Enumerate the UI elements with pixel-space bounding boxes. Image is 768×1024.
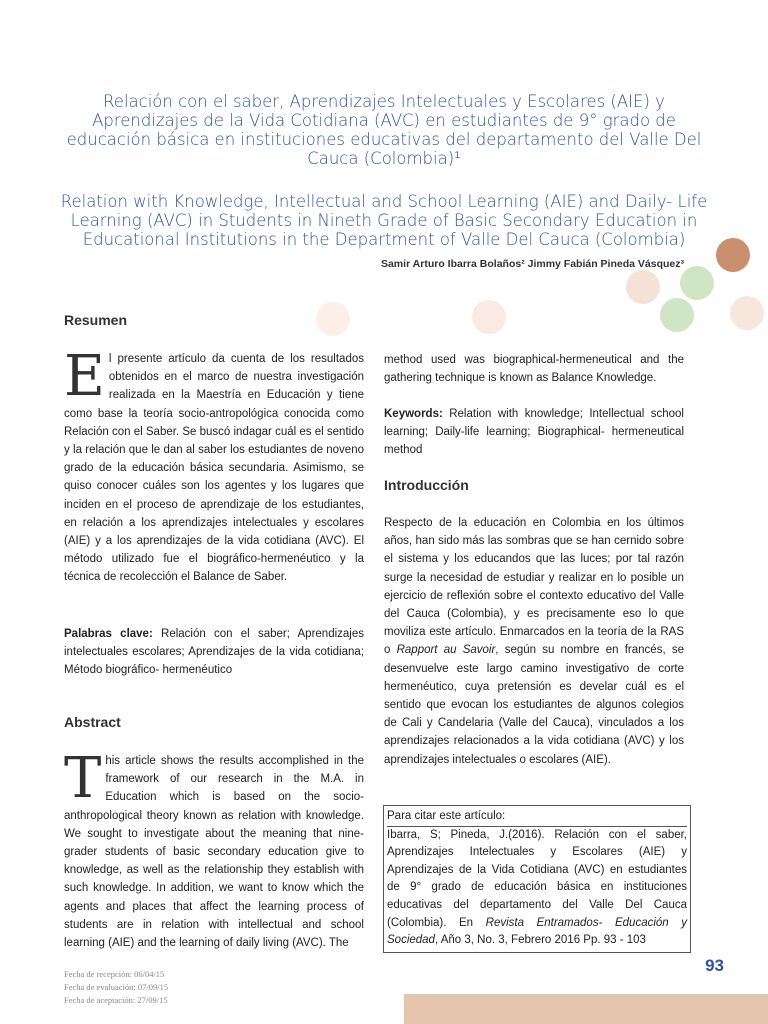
abstract-text: his article shows the results accomplished in the framework of our research in the M.A. in Education which is based on the socio-anthropological theory known as relation with knowledge. We sought to investigate about the meaning that nine-grader students of basic secondary education give to knowledge, as well as the relationship they establish with such knowledge. In addition, we want to know which the agents and places that affect the learning process of students are in relation with intellectual and school learning (AIE) and the learning of daily living (AVC). The (64, 755, 364, 950)
citation-text-1: Ibarra, S; Pineda, J.(2016). Relación con el saber, Aprendizajes Intelectuales y Escolares (AIE) y Aprendizajes de la Vida Cotidiana (AVC) en estudiantes de 9° grado de educación básica en instituciones educativas del departamento del Valle Del Cauca (Colombia). En (387, 828, 687, 929)
abstract-dropcap: T (64, 746, 102, 811)
abstract-section (64, 713, 364, 731)
resumen-keywords-label: Palabras clave: (64, 628, 153, 640)
decor-hexagon (660, 298, 694, 332)
decor-hexagon (680, 266, 714, 300)
abstract-keywords-text: Relation with knowledge; Intellectual school learning; Daily-life learning; Biographical- hermeneutical method (384, 408, 684, 457)
abstract-continuation: method used was biographical-hermeneutical and the gathering technique is known as Balance Knowledge. (384, 354, 684, 385)
intro-section (384, 476, 684, 494)
decor-hexagon (716, 238, 750, 272)
resumen-heading: Resumen (64, 312, 128, 328)
resumen-keywords (64, 625, 364, 680)
page-number: 93 (705, 956, 724, 975)
resumen-dropcap: E (64, 344, 105, 409)
decor-hexagon (626, 270, 660, 304)
intro-heading: Introducción (384, 477, 469, 493)
intro-text-2: , según su nombre en francés, se desenvuelve este largo camino investigativo de corte hermenéutico, cuya pretensión es develar cuál es el sentido que evocan los estudiantes de algunos colegios de Cali y Candelaria (Valle del Cauca), vinculados a los aprendizajes relacionados a la vida cotidiana (AVC) y los aprendizajes intelectuales o escolares (AIE). (384, 644, 684, 766)
abstract-heading: Abstract (64, 714, 121, 730)
resumen-section (64, 311, 364, 329)
footer-bar (404, 994, 768, 1024)
resumen-keywords-text: Relación con el saber; Aprendizajes intelectuales escolares; Aprendizajes de la vida cotidiana; Método biográfico- hermenéutico (64, 628, 364, 677)
abstract-keywords (384, 405, 684, 460)
article-title-spanish: Relación con el saber, Aprendizajes Intelectuales y Escolares (AIE) y Aprendizajes de la Vida Cotidiana (AVC) en estudiantes de 9° grado de educación básica en instituciones educativas del departamento del Valle Del Cauca (Colombia)¹ (66, 92, 702, 168)
abstract-keywords-label: Keywords: (384, 408, 443, 420)
abstract-body (64, 746, 364, 952)
article-title-english: Relation with Knowledge, Intellectual and School Learning (AIE) and Daily- Life Learning (AVC) in Students in Nineth Grade of Basic Secondary Education in Educational Institutions in the Department of Valle Del Cauca (Colombia) (60, 192, 708, 249)
date-evaluated: Fecha de evaluación: 07/09/15 (64, 982, 169, 992)
authors-line: Samir Arturo Ibarra Bolaños² Jimmy Fabián Pineda Vásquez³ (380, 258, 684, 270)
citation-box (383, 805, 691, 953)
date-received: Fecha de recepción: 06/04/15 (64, 969, 165, 979)
citation-title: Para citar este artículo: (387, 808, 687, 827)
dates-block (64, 968, 168, 1007)
resumen-text: l presente artículo da cuenta de los resultados obtenidos en el marco de nuestra investigación realizada en la Maestría en Educación y tiene como base la teoría socio-antropológica conocida como Relación con el Saber. Se buscó indagar cuál es el sentido y la relación que le dan al saber los estudiantes de noveno grado de la educación básica secundaria. Asimismo, se quiso conocer cuáles son los agentes y los lugares que inciden en el proceso de aprendizaje de los estudiantes, en relación a los aprendizajes intelectuales y escolares (AIE) y a los aprendizajes de la vida cotidiana (AVC). El método utilizado fue el biográfico-hermenéutico y la técnica de recolección el Balance de Saber. (64, 353, 364, 584)
intro-text-1: Respecto de la educación en Colombia en los últimos años, han sido más las sombras que se han cernido sobre el sistema y los educandos que las luces; por tal razón surge la necesidad de estudiar y realizar en lo posible un ejercicio de reflexión sobre el contexto educativo del Valle del Cauca (Colombia), y es precisamente eso lo que moviliza este artículo. Enmarcados en la teoría de la RAS o (384, 517, 684, 657)
citation-text-2: , Año 3, No. 3, Febrero 2016 Pp. 93 - 103 (434, 934, 646, 947)
citation-journal: Revista Entramados- Educación y Sociedad (387, 916, 688, 947)
intro-text-italic: Rapport au Savoir (396, 644, 496, 657)
date-accepted: Fecha de aceptación: 27/09/15 (64, 995, 168, 1005)
decor-hexagon (472, 300, 506, 334)
resumen-body (64, 344, 364, 587)
decor-hexagon (730, 296, 764, 330)
intro-body (384, 514, 684, 769)
